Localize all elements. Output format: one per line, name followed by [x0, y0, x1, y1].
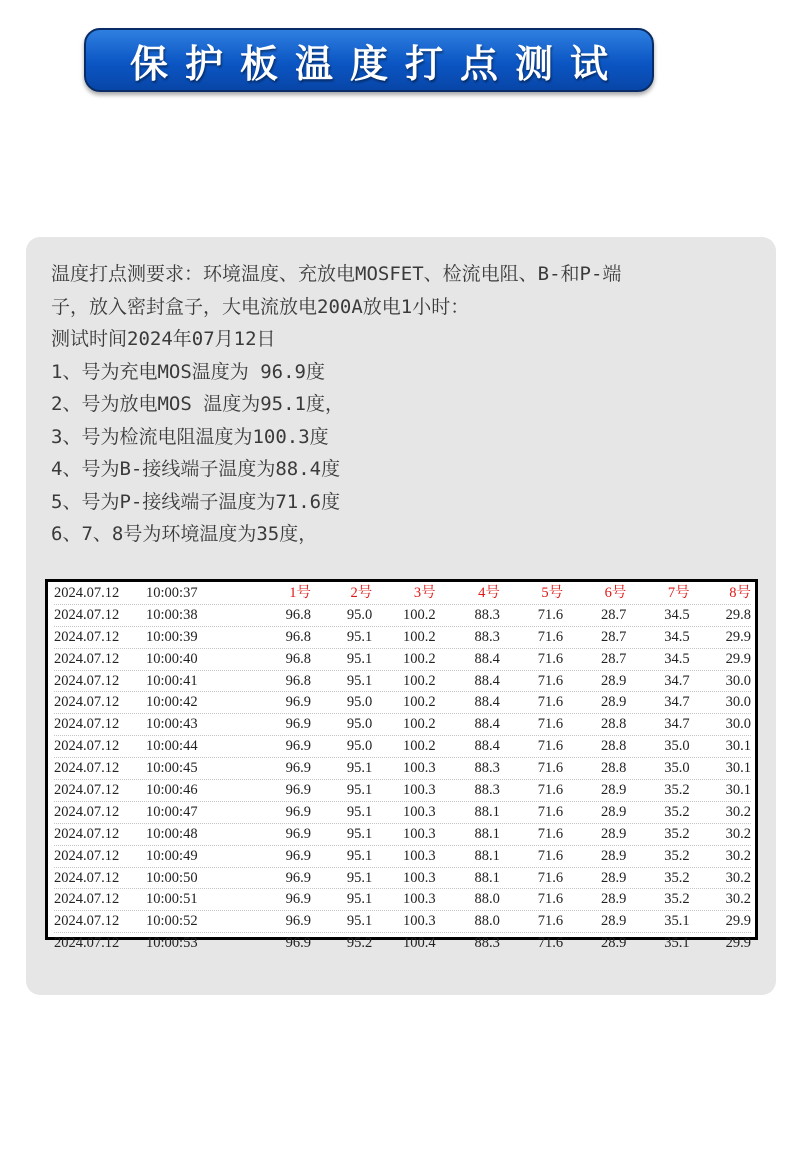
temperature-value: 71.6	[537, 803, 564, 820]
temperature-value: 100.2	[402, 672, 436, 689]
temperature-value: 95.1	[346, 760, 373, 777]
temperature-value: 35.2	[664, 847, 690, 864]
temperature-value: 34.7	[664, 716, 690, 733]
row-date: 2024.07.12	[54, 913, 120, 930]
table-row	[54, 671, 751, 693]
row-time: 10:00:51	[146, 891, 198, 908]
temperature-value: 100.3	[402, 869, 436, 886]
channel-label: 1号	[289, 585, 311, 601]
temperature-value: 34.7	[664, 694, 690, 711]
temperature-value: 96.9	[285, 869, 311, 886]
temperature-value: 34.5	[664, 650, 690, 667]
row-time: 10:00:49	[146, 847, 198, 864]
temperature-value: 88.1	[474, 825, 500, 842]
temperature-value: 100.2	[402, 650, 436, 667]
temperature-value: 96.9	[285, 891, 311, 908]
temperature-value: 88.3	[474, 782, 500, 799]
temperature-value: 28.9	[601, 672, 627, 689]
temperature-value: 96.8	[285, 628, 311, 645]
channel-label: 4号	[478, 585, 500, 601]
temperature-value: 34.7	[664, 672, 690, 689]
temperature-value: 100.2	[402, 716, 436, 733]
temperature-value: 29.9	[725, 650, 752, 667]
row-time: 10:00:46	[146, 782, 198, 799]
temperature-value: 88.4	[474, 694, 500, 711]
temperature-value: 30.0	[725, 694, 752, 711]
temperature-value: 95.1	[346, 803, 373, 820]
row-date: 2024.07.12	[54, 738, 120, 755]
temperature-value: 35.1	[664, 935, 690, 952]
temperature-value: 95.1	[346, 672, 373, 689]
temperature-value: 71.6	[537, 738, 564, 755]
temperature-value: 88.3	[474, 628, 500, 645]
table-row	[54, 868, 751, 890]
channel-label: 7号	[667, 585, 690, 601]
temperature-value: 71.6	[537, 869, 564, 886]
temperature-value: 71.6	[537, 913, 564, 930]
table-row	[54, 824, 751, 846]
test-description	[51, 258, 771, 551]
header-date: 2024.07.12	[54, 585, 120, 601]
table-row	[54, 758, 751, 780]
temperature-value: 95.0	[346, 694, 373, 711]
temperature-value: 30.1	[725, 760, 752, 777]
row-date: 2024.07.12	[54, 847, 120, 864]
temperature-value: 35.2	[664, 803, 690, 820]
row-date: 2024.07.12	[54, 782, 120, 799]
temperature-value: 71.6	[537, 628, 564, 645]
temperature-value: 95.1	[346, 891, 373, 908]
temperature-value: 96.9	[285, 803, 311, 820]
temperature-value: 28.9	[601, 891, 627, 908]
table-row	[54, 627, 751, 649]
temperature-value: 96.9	[285, 825, 311, 842]
channel-label: 3号	[413, 585, 436, 601]
table-row	[54, 802, 751, 824]
description-line: 测试时间2024年07月12日	[51, 328, 276, 350]
temperature-value: 34.5	[664, 606, 690, 623]
temperature-value: 95.1	[346, 913, 373, 930]
temperature-value: 29.8	[725, 606, 752, 623]
description-line: 子，放入密封盒子，大电流放电200A放电1小时：	[51, 295, 470, 318]
row-time: 10:00:41	[146, 672, 198, 689]
temperature-log-table	[45, 579, 758, 952]
temperature-value: 71.6	[537, 782, 564, 799]
temperature-value: 88.3	[474, 935, 500, 952]
temperature-value: 35.0	[664, 738, 690, 755]
page-title: 保护板温度打点测试	[129, 41, 625, 86]
table-row	[54, 933, 751, 954]
temperature-value: 96.8	[285, 672, 311, 689]
temperature-value: 28.9	[601, 935, 627, 952]
channel-label: 8号	[729, 585, 752, 601]
temperature-value: 28.8	[601, 716, 627, 733]
temperature-value: 28.7	[601, 650, 627, 667]
temperature-value: 100.4	[402, 935, 436, 952]
row-date: 2024.07.12	[54, 891, 120, 908]
temperature-value: 71.6	[537, 760, 564, 777]
row-time: 10:00:53	[146, 935, 198, 952]
description-line: 1、号为充电MOS温度为 96.9度	[51, 360, 325, 383]
temperature-value: 88.4	[474, 716, 500, 733]
temperature-value: 96.9	[285, 716, 311, 733]
temperature-value: 28.9	[601, 782, 627, 799]
row-date: 2024.07.12	[54, 760, 120, 777]
temperature-value: 28.7	[601, 606, 627, 623]
row-time: 10:00:43	[146, 716, 198, 733]
row-date: 2024.07.12	[54, 716, 120, 733]
row-date: 2024.07.12	[54, 672, 120, 689]
temperature-value: 100.3	[402, 782, 436, 799]
temperature-value: 88.3	[474, 760, 500, 777]
temperature-value: 28.9	[601, 803, 627, 820]
table-header-row	[54, 583, 751, 605]
temperature-value: 34.5	[664, 628, 690, 645]
temperature-value: 95.2	[346, 935, 373, 952]
table-row	[54, 605, 751, 627]
temperature-value: 96.9	[285, 694, 311, 711]
temperature-value: 29.9	[725, 935, 752, 952]
temperature-value: 30.2	[725, 847, 752, 864]
temperature-value: 96.8	[285, 606, 311, 623]
temperature-value: 28.9	[601, 847, 627, 864]
row-time: 10:00:48	[146, 825, 198, 842]
temperature-value: 96.9	[285, 760, 311, 777]
temperature-value: 35.2	[664, 869, 690, 886]
temperature-value: 100.2	[402, 606, 436, 623]
table-row	[54, 736, 751, 758]
row-time: 10:00:52	[146, 913, 198, 930]
temperature-value: 88.3	[474, 606, 500, 623]
temperature-value: 28.8	[601, 738, 627, 755]
temperature-value: 95.0	[346, 716, 373, 733]
header-time: 10:00:37	[146, 585, 198, 601]
temperature-value: 88.0	[474, 891, 500, 908]
row-date: 2024.07.12	[54, 869, 120, 886]
temperature-value: 71.6	[537, 935, 564, 952]
row-time: 10:00:42	[146, 694, 198, 711]
row-date: 2024.07.12	[54, 694, 120, 711]
title-banner	[84, 28, 654, 92]
channel-label: 6号	[604, 585, 627, 601]
temperature-value: 71.6	[537, 847, 564, 864]
temperature-value: 95.1	[346, 869, 373, 886]
temperature-value: 28.9	[601, 869, 627, 886]
temperature-value: 88.1	[474, 847, 500, 864]
temperature-value: 95.0	[346, 738, 373, 755]
temperature-value: 96.9	[285, 782, 311, 799]
row-time: 10:00:50	[146, 869, 198, 886]
temperature-value: 35.0	[664, 760, 690, 777]
row-time: 10:00:47	[146, 803, 198, 820]
table-row	[54, 692, 751, 714]
temperature-value: 35.2	[664, 782, 690, 799]
temperature-value: 35.2	[664, 825, 690, 842]
temperature-value: 100.2	[402, 694, 436, 711]
temperature-value: 88.1	[474, 803, 500, 820]
temperature-value: 100.2	[402, 628, 436, 645]
temperature-value: 71.6	[537, 891, 564, 908]
temperature-value: 30.1	[725, 738, 752, 755]
row-time: 10:00:44	[146, 738, 198, 755]
temperature-value: 71.6	[537, 694, 564, 711]
row-time: 10:00:38	[146, 606, 198, 623]
description-line: 2、号为放电MOS 温度为95.1度，	[51, 393, 344, 415]
row-time: 10:00:40	[146, 650, 198, 667]
temperature-value: 30.0	[725, 716, 752, 733]
temperature-value: 30.1	[725, 782, 752, 799]
temperature-value: 71.6	[537, 825, 564, 842]
table-row	[54, 714, 751, 736]
temperature-value: 35.2	[664, 891, 690, 908]
temperature-value: 95.1	[346, 847, 373, 864]
row-date: 2024.07.12	[54, 803, 120, 820]
temperature-value: 30.0	[725, 672, 752, 689]
temperature-value: 95.1	[346, 650, 373, 667]
temperature-value: 71.6	[537, 606, 564, 623]
temperature-value: 28.9	[601, 825, 627, 842]
temperature-value: 95.1	[346, 628, 373, 645]
temperature-value: 28.9	[601, 694, 627, 711]
temperature-value: 100.2	[402, 738, 436, 755]
description-line: 3、号为检流电阻温度为100.3度	[51, 425, 329, 448]
row-date: 2024.07.12	[54, 825, 120, 842]
temperature-value: 88.4	[474, 672, 500, 689]
temperature-value: 100.3	[402, 825, 436, 842]
description-line: 4、号为B-接线端子温度为88.4度	[51, 458, 341, 480]
table-body	[54, 605, 751, 954]
temperature-value: 35.1	[664, 913, 690, 930]
description-line: 5、号为P-接线端子温度为71.6度	[51, 490, 341, 513]
temperature-value: 30.2	[725, 869, 752, 886]
temperature-value: 29.9	[725, 913, 752, 930]
temperature-value: 100.3	[402, 913, 436, 930]
temperature-value: 100.3	[402, 803, 436, 820]
temperature-value: 30.2	[725, 803, 752, 820]
row-date: 2024.07.12	[54, 606, 120, 623]
row-time: 10:00:39	[146, 628, 198, 645]
row-date: 2024.07.12	[54, 628, 120, 645]
temperature-value: 28.7	[601, 628, 627, 645]
temperature-value: 29.9	[725, 628, 752, 645]
temperature-value: 96.9	[285, 913, 311, 930]
description-line: 温度打点测要求：环境温度、充放电MOSFET、检流电阻、B-和P-端	[51, 263, 622, 285]
temperature-value: 100.3	[402, 891, 436, 908]
temperature-value: 88.0	[474, 913, 500, 930]
temperature-value: 28.8	[601, 760, 627, 777]
temperature-value: 95.1	[346, 782, 373, 799]
temperature-value: 96.9	[285, 738, 311, 755]
temperature-value: 71.6	[537, 672, 564, 689]
channel-label: 5号	[541, 585, 564, 601]
temperature-value: 88.1	[474, 869, 500, 886]
temperature-value: 100.3	[402, 847, 436, 864]
table-row	[54, 889, 751, 911]
table-row	[54, 846, 751, 868]
description-line: 6、7、8号为环境温度为35度，	[51, 523, 318, 545]
row-date: 2024.07.12	[54, 935, 120, 952]
temperature-value: 30.2	[725, 825, 752, 842]
table-row	[54, 649, 751, 671]
temperature-value: 71.6	[537, 650, 564, 667]
temperature-value: 96.9	[285, 847, 311, 864]
temperature-value: 96.8	[285, 650, 311, 667]
temperature-value: 100.3	[402, 760, 436, 777]
table-row	[54, 780, 751, 802]
row-date: 2024.07.12	[54, 650, 120, 667]
row-time: 10:00:45	[146, 760, 198, 777]
temperature-value: 95.0	[346, 606, 373, 623]
temperature-value: 28.9	[601, 913, 627, 930]
temperature-value: 96.9	[285, 935, 311, 952]
temperature-value: 88.4	[474, 738, 500, 755]
temperature-value: 95.1	[346, 825, 373, 842]
table-row	[54, 911, 751, 933]
temperature-value: 30.2	[725, 891, 752, 908]
temperature-value: 71.6	[537, 716, 564, 733]
temperature-value: 88.4	[474, 650, 500, 667]
channel-label: 2号	[350, 585, 373, 601]
